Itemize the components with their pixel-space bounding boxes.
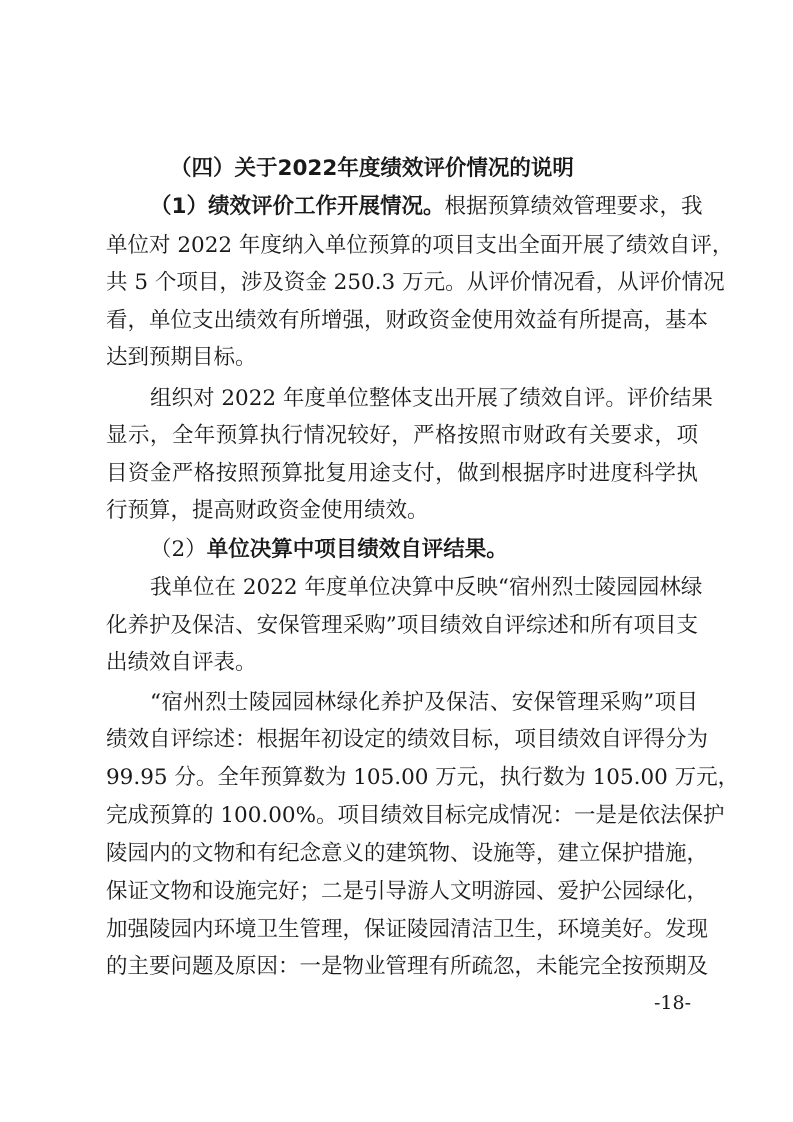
bold-heading-text: （1）绩效评价工作开展情况。 [150, 194, 445, 219]
paragraph-text: 根据预算绩效管理要求，我 [444, 194, 703, 219]
paragraph-text: 单位对 2022 年度纳入单位预算的项目支出全面开展了绩效自评， [106, 233, 734, 258]
paragraph-text: 陵园内的文物和有纪念意义的建筑物、设施等，建立保护措施， [106, 841, 709, 866]
paragraph-text: 看，单位支出绩效有所增强，财政资金使用效益有所提高，基本 [106, 308, 709, 333]
text-line [106, 422, 698, 450]
text-line [106, 497, 698, 525]
paragraph-text: 99.95 分。全年预算数为 105.00 万元，执行数为 105.00 万元， [106, 765, 740, 790]
text-line [106, 764, 740, 792]
paragraph-text: 出绩效自评表。 [106, 650, 257, 675]
text-line [150, 689, 698, 717]
text-line [106, 612, 698, 640]
text-line [106, 802, 725, 830]
text-line [106, 460, 698, 488]
paragraph-text: 加强陵园内环境卫生管理，保证陵园清洁卫生，环境美好。发现 [106, 917, 709, 942]
paragraph-text: 达到预期目标。 [106, 345, 257, 370]
text-line [106, 916, 709, 944]
text-line [106, 232, 734, 260]
paragraph-text: 行预算，提高财政资金使用绩效。 [106, 498, 429, 523]
paragraph-text: 的主要问题及原因：一是物业管理有所疏忽，未能完全按预期及 [106, 954, 709, 979]
section-title: （四）关于2022年度绩效评价情况的说明 [170, 156, 574, 181]
paragraph-text: 目资金严格按照预算批复用途支付，做到根据序时进度科学执 [106, 461, 698, 486]
text-line [106, 649, 698, 677]
paragraph-text: 绩效自评综述：根据年初设定的绩效目标，项目绩效自评得分为 [106, 727, 709, 752]
paragraph-text: 化养护及保洁、安保管理采购”项目绩效自评综述和所有项目支 [106, 613, 698, 638]
paragraph-text: 我单位在 2022 年度单位决算中反映“宿州烈士陵园园林绿 [150, 575, 703, 600]
text-line [106, 726, 709, 754]
text-line [150, 574, 703, 602]
text-line [150, 193, 703, 221]
paragraph-text: （2） [150, 537, 207, 562]
paragraph-text: 保证文物和设施完好；二是引导游人文明游园、爱护公园绿化， [106, 879, 709, 904]
paragraph-text: 共 5 个项目，涉及资金 250.3 万元。从评价情况看，从评价情况 [106, 270, 725, 295]
text-line [106, 878, 709, 906]
text-line [150, 385, 713, 413]
paragraph-text: “宿州烈士陵园园林绿化养护及保洁、安保管理采购”项目 [150, 690, 698, 715]
text-line [106, 269, 725, 297]
paragraph-text: 完成预算的 100.00%。项目绩效目标完成情况：一是是依法保护 [106, 803, 725, 828]
page-number: -18- [654, 992, 692, 1014]
paragraph-text: 显示，全年预算执行情况较好，严格按照市财政有关要求，项 [106, 423, 698, 448]
paragraph-text: 组织对 2022 年度单位整体支出开展了绩效自评。评价结果 [150, 386, 713, 411]
text-line [106, 307, 709, 335]
text-line [106, 953, 709, 981]
text-line [106, 344, 698, 372]
bold-heading-text: 单位决算中项目绩效自评结果。 [206, 537, 508, 562]
text-line [150, 536, 698, 564]
text-line [106, 840, 709, 868]
